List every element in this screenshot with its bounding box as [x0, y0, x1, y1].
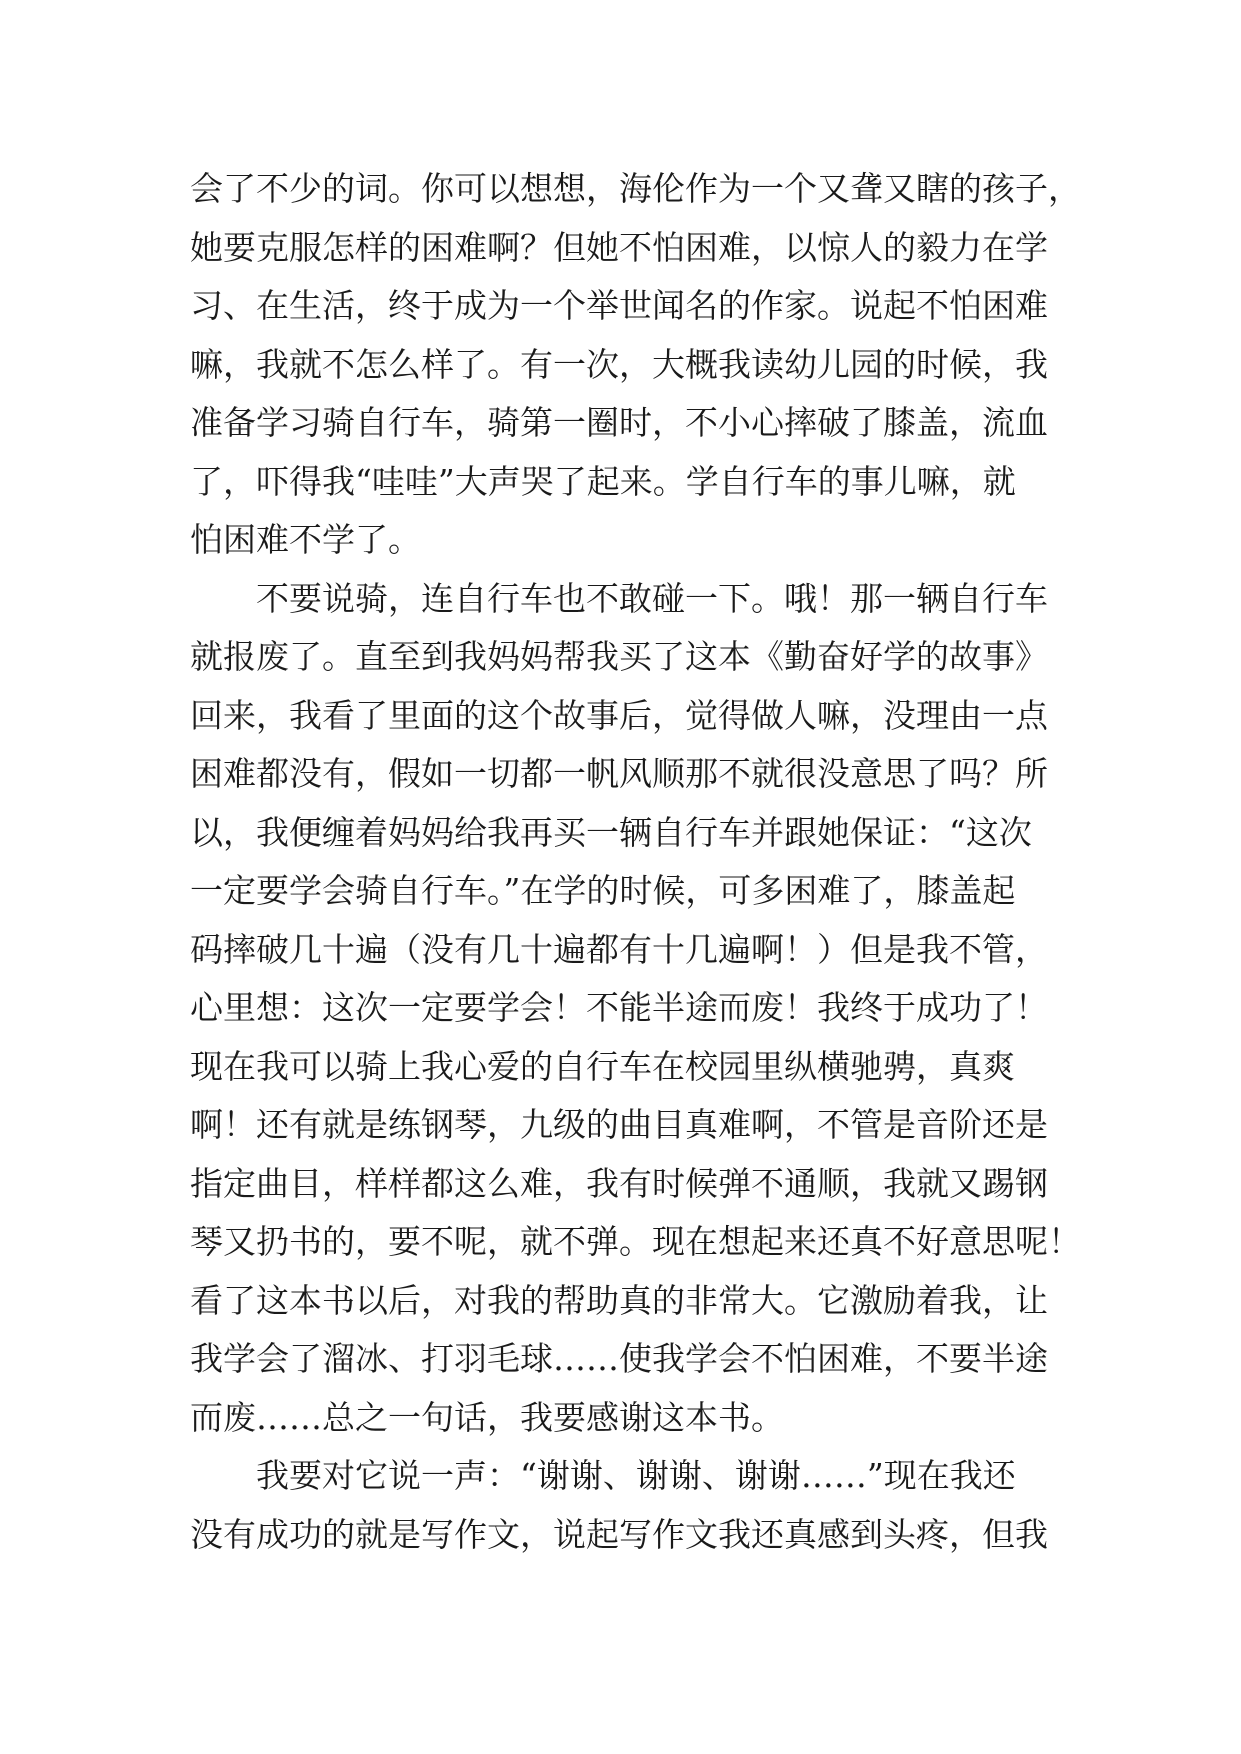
text-line: 琴又扔书的，要不呢，就不弹。现在想起来还真不好意思呢！: [190, 1222, 1081, 1261]
text-line: 准备学习骑自行车，骑第一圈时，不小心摔破了膝盖，流血: [190, 403, 1048, 442]
text-line: 看了这本书以后，对我的帮助真的非常大。它激励着我，让: [190, 1280, 1048, 1320]
text-line: 回来，我看了里面的这个故事后，觉得做人嘛，没理由一点: [190, 695, 1048, 735]
text-line: 指定曲目，样样都这么难，我有时候弹不通顺，我就又踢钢: [190, 1163, 1048, 1203]
text-line: 以，我便缠着妈妈给我再买一辆自行车并跟她保证：“这次: [190, 812, 1032, 852]
text-line: 心里想：这次一定要学会！不能半途而废！我终于成功了！: [190, 988, 1048, 1027]
text-line: 一定要学会骑自行车。”在学的时候，可多困难了，膝盖起: [190, 871, 1016, 910]
text-line: 码摔破几十遍（没有几十遍都有十几遍啊！）但是我不管，: [190, 929, 1048, 969]
text-line: 就报废了。直至到我妈妈帮我买了这本《勤奋好学的故事》: [190, 637, 1048, 676]
text-line: 会了不少的词。你可以想想，海伦作为一个又聋又瞎的孩子，: [190, 169, 1081, 208]
text-line: 没有成功的就是写作文，说起写作文我还真感到头疼，但我: [190, 1514, 1048, 1554]
body-text: [190, 160, 1081, 1564]
text-line: 了，吓得我“哇哇”大声哭了起来。学自行车的事儿嘛，就: [190, 461, 1016, 501]
text-line: 嘛，我就不怎么样了。有一次，大概我读幼儿园的时候，我: [190, 344, 1048, 384]
text-line: 困难都没有，假如一切都一帆风顺那不就很没意思了吗？所: [190, 754, 1048, 793]
text-line: 怕困难不学了。: [190, 520, 421, 559]
text-line: 习、在生活，终于成为一个举世闻名的作家。说起不怕困难: [190, 286, 1048, 325]
text-line: 我学会了溜冰、打羽毛球……使我学会不怕困难，不要半途: [190, 1339, 1048, 1378]
text-line: 啊！还有就是练钢琴，九级的曲目真难啊，不管是音阶还是: [190, 1105, 1048, 1144]
text-line: 现在我可以骑上我心爱的自行车在校园里纵横驰骋，真爽: [190, 1046, 1015, 1086]
text-line: 而废……总之一句话，我要感谢这本书。: [190, 1397, 784, 1437]
text-line: 她要克服怎样的困难啊？但她不怕困难，以惊人的毅力在学: [190, 227, 1048, 267]
paragraph-start-line: 我要对它说一声：“谢谢、谢谢、谢谢……”现在我还: [190, 1456, 1016, 1495]
paragraph-start-line: 不要说骑，连自行车也不敢碰一下。哦！那一辆自行车: [190, 578, 1048, 618]
